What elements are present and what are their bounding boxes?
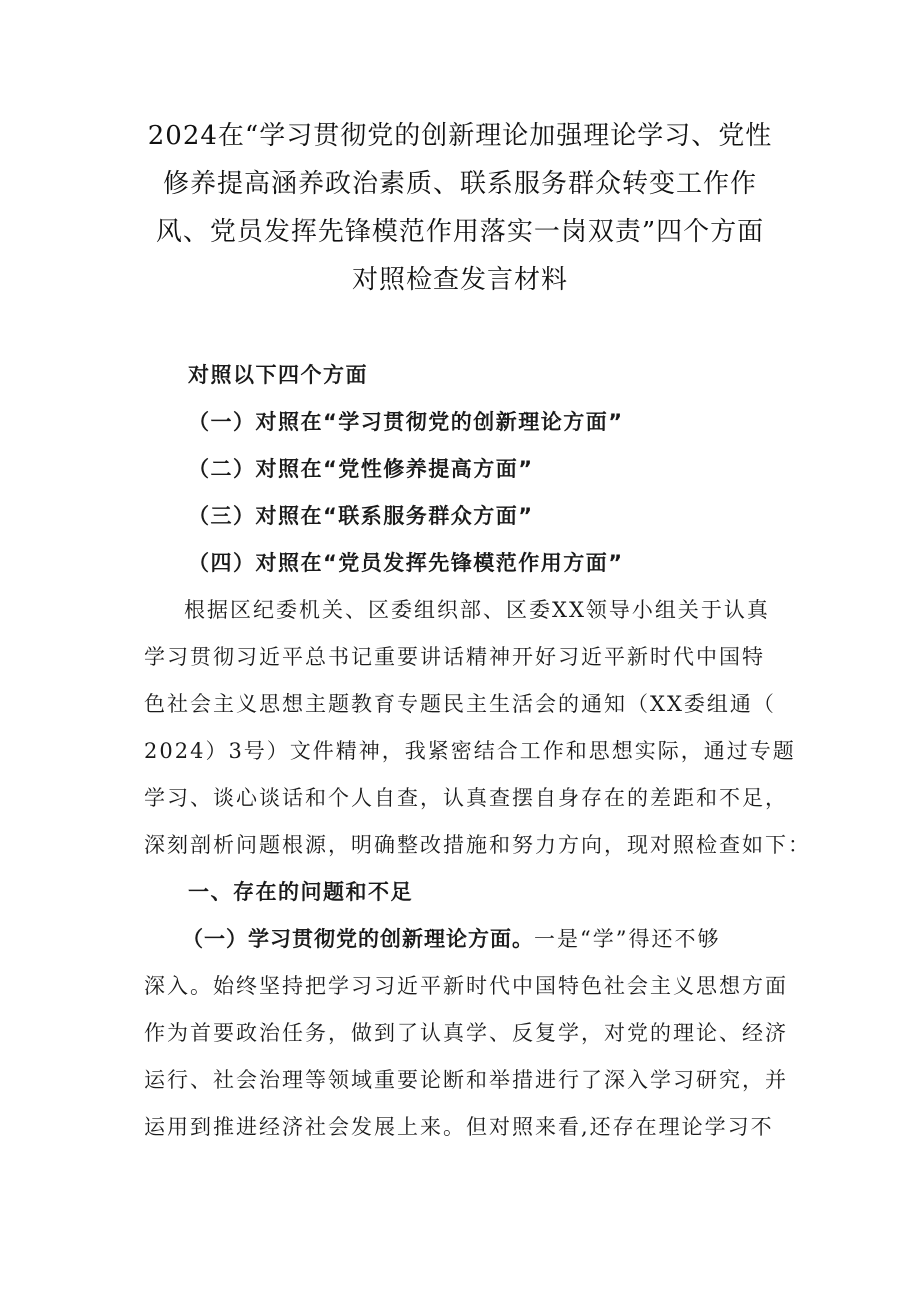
paragraph1-line-5: 学习、谈心谈话和个人自查，认真查摆自身存在的差距和不足， (144, 786, 788, 810)
title-line-3: 风、党员发挥先锋模范作用落实一岗双责”四个方面 (155, 217, 765, 247)
aspect-item-4: （四）对照在“党员发挥先锋模范作用方面” (188, 551, 624, 575)
paragraph1-line-1: 根据区纪委机关、区委组织部、区委XX领导小组关于认真 (184, 598, 770, 622)
section1-heading: 一、存在的问题和不足 (188, 880, 413, 904)
intro-heading: 对照以下四个方面 (188, 363, 368, 387)
document-body (144, 352, 811, 1151)
paragraph2-first-rest: 一是“学”得还不够 (534, 927, 721, 951)
aspect-item-1: （一）对照在“学习贯彻党的创新理论方面” (188, 410, 624, 434)
aspect-item-3: （三）对照在“联系服务群众方面” (188, 504, 534, 528)
document-title (110, 112, 810, 304)
aspect-item-2: （二）对照在“党性修养提高方面” (188, 457, 534, 481)
paragraph2-line-4: 运行、社会治理等领域重要论断和举措进行了深入学习研究，并 (144, 1068, 788, 1092)
paragraph1-line-3: 色社会主义思想主题教育专题民主生活会的通知（XX委组通（ (144, 692, 776, 716)
paragraph1-line-6: 深刻剖析问题根源，明确整改措施和努力方向，现对照检查如下： (144, 833, 811, 857)
paragraph2-line-5: 运用到推进经济社会发展上来。但对照来看,还存在理论学习不 (144, 1115, 774, 1139)
title-line-2: 修养提高涵养政治素质、联系服务群众转变工作作 (162, 169, 757, 199)
paragraph1-line-4: 2024）3号）文件精神，我紧密结合工作和思想实际，通过专题 (144, 739, 796, 763)
paragraph2-line-3: 作为首要政治任务，做到了认真学、反复学，对党的理论、经济 (144, 1021, 788, 1045)
paragraph2-heading: （一）学习贯彻党的创新理论方面。 (182, 927, 534, 951)
title-line-4: 对照检查发言材料 (351, 265, 568, 295)
title-line-1: 2024在“学习贯彻党的创新理论加强理论学习、党性 (147, 121, 773, 151)
paragraph1-line-2: 学习贯彻习近平总书记重要讲话精神开好习近平新时代中国特 (144, 645, 765, 669)
paragraph2-line-2: 深入。始终坚持把学习习近平新时代中国特色社会主义思想方面 (144, 974, 788, 998)
paragraph2-line-1 (144, 916, 794, 963)
